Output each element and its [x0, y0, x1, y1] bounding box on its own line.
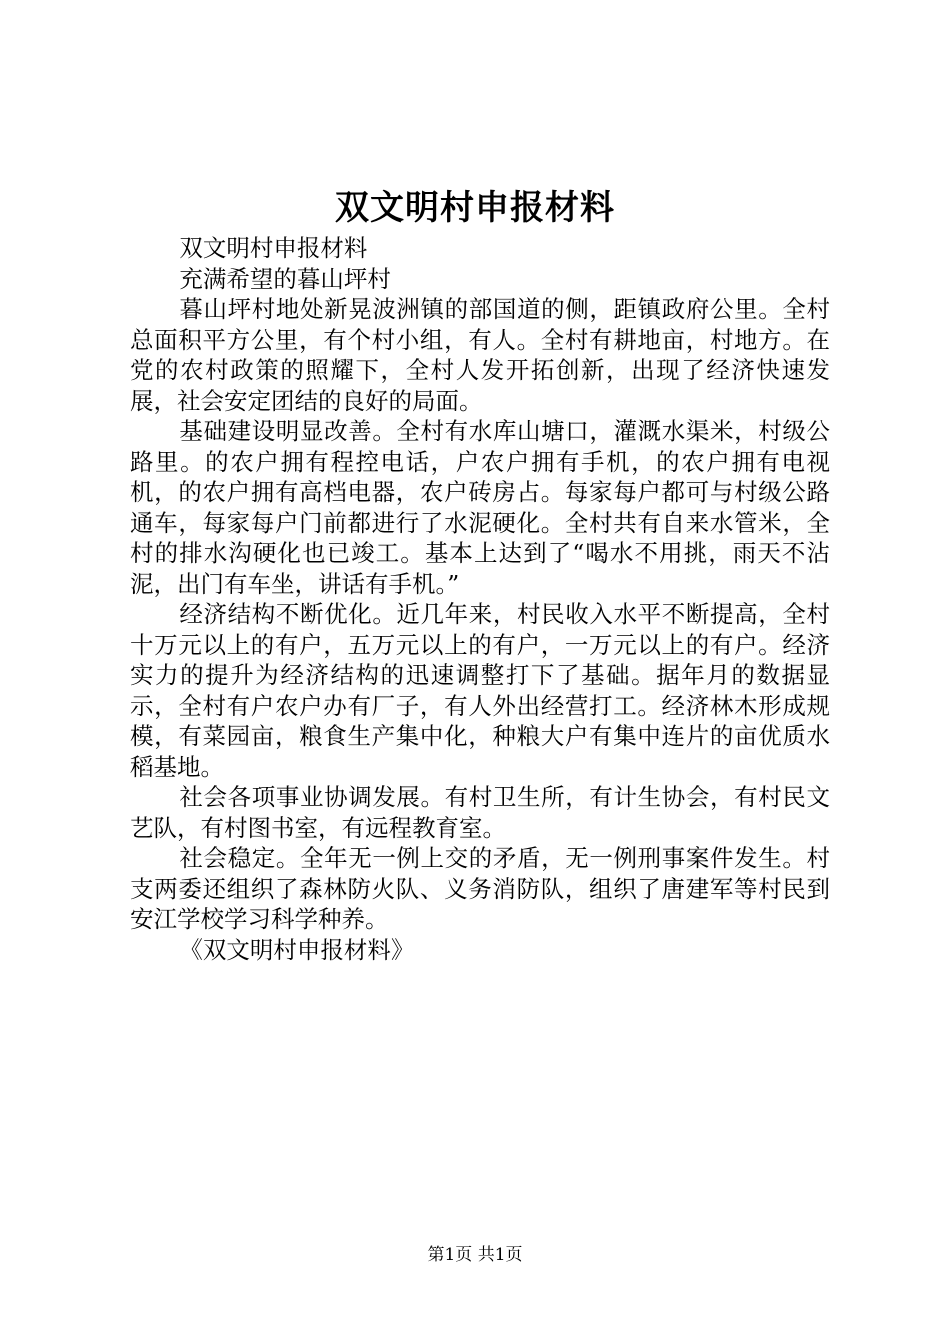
paragraph-subtitle: 双文明村申报材料: [179, 234, 368, 262]
document-body: [130, 233, 830, 965]
paragraph-closing: 《双文明村申报材料》: [179, 935, 415, 964]
paragraph-infrastructure: 基础建设明显改善。全村有水库山塘口，灌溉水渠米，村级公路里。的农户拥有程控电话，户农户拥有手机，的农户拥有电视机，的农户拥有高档电器，农户砖房占。每家每户都可与村级公路通车，每家每户门前都进行了水泥硬化。全村共有自来水管米，全村的排水沟硬化也已竣工。基本上达到了“喝水不用挑，雨天不沾泥，出门有车坐，讲话有手机。”: [130, 417, 830, 598]
paragraph-economy: 经济结构不断优化。近几年来，村民收入水平不断提高，全村十万元以上的有户，五万元以上的有户，一万元以上的有户。经济实力的提升为经济结构的迅速调整打下了基础。据年月的数据显示，全村有户农户办有厂子，有人外出经营打工。经济林木形成规模，有菜园亩，粮食生产集中化，种粮大户有集中连片的亩优质水稻基地。: [130, 600, 830, 781]
page-number-footer: 第1页 共1页: [427, 1245, 523, 1265]
paragraph-stability: 社会稳定。全年无一例上交的矛盾，无一例刑事案件发生。村支两委还组织了森林防火队、义务消防队，组织了唐建军等村民到安江学校学习科学种养。: [130, 844, 830, 933]
paragraph-social-services: 社会各项事业协调发展。有村卫生所，有计生协会，有村民文艺队，有村图书室，有远程教育室。: [130, 783, 830, 842]
paragraph-heading: 充满希望的暮山坪村: [179, 264, 391, 293]
paragraph-overview: 暮山坪村地处新晃波洲镇的部国道的侧，距镇政府公里。全村总面积平方公里，有个村小组，有人。全村有耕地亩，村地方。在党的农村政策的照耀下，全村人发开拓创新，出现了经济快速发展，社会安定团结的良好的局面。: [130, 295, 830, 415]
page-title: 双文明村申报材料: [335, 188, 615, 228]
